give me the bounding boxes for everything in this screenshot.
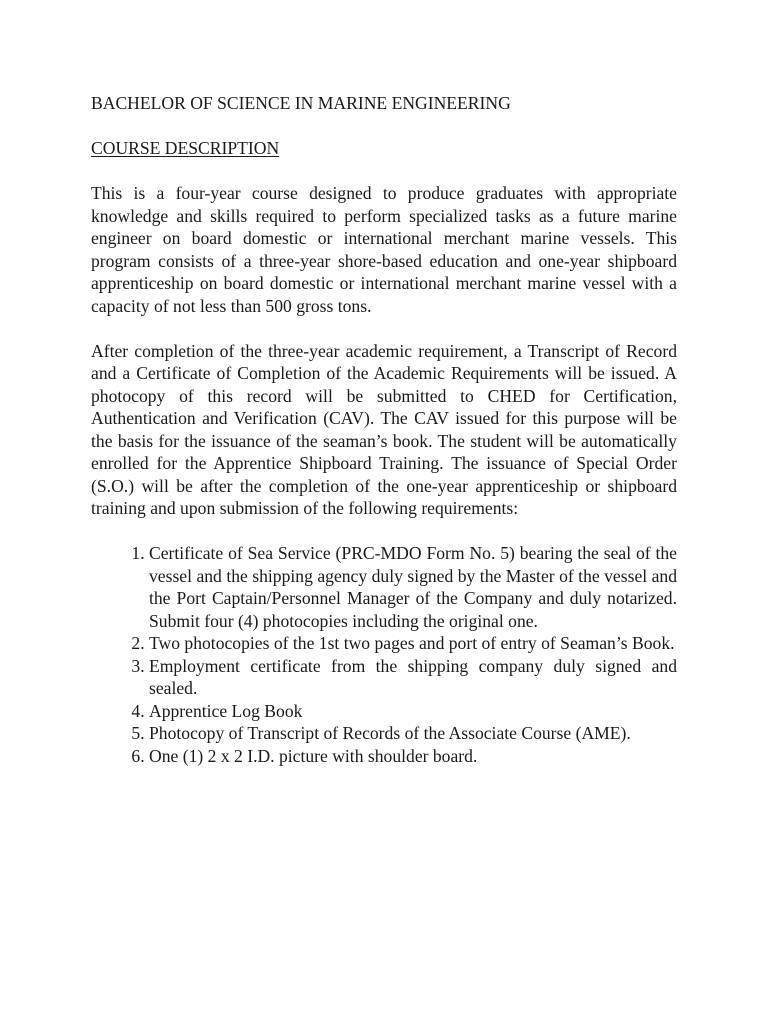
requirement-item-1: 1. Certificate of Sea Service (PRC-MDO Form No. 5) bearing the seal of the vessel and the shipping agency duly signed by the Master of the vessel and the Port Captain/Personnel Manager of the Company and duly notarized. Submit four (4) photocopies including the original one. (149, 542, 677, 632)
requirement-item-4: 4. Apprentice Log Book (149, 700, 677, 723)
requirements-list (91, 542, 677, 767)
requirement-item-2: 2. Two photocopies of the 1st two pages and port of entry of Seaman’s Book. (149, 632, 677, 655)
requirement-item-3: 3. Employment certificate from the shipping company duly signed and sealed. (149, 655, 677, 700)
document-title: BACHELOR OF SCIENCE IN MARINE ENGINEERING (91, 93, 511, 113)
section-heading: COURSE DESCRIPTION (91, 138, 280, 158)
document-page (91, 92, 677, 767)
requirement-item-5: 5. Photocopy of Transcript of Records of the Associate Course (AME). (149, 722, 677, 745)
course-description-paragraph: This is a four-year course designed to produce graduates with appropriate knowledge and skills required to perform specialized tasks as a future marine engineer on board domestic or international merchant marine vessels. This program consists of a three-year shore-based education and one-year shipboard apprenticeship on board domestic or international merchant marine vessel with a capacity of not less than 500 gross tons. (91, 183, 677, 316)
academic-requirement-paragraph: After completion of the three-year academic requirement, a Transcript of Record and a Certificate of Completion of the Academic Requirements will be issued. A photocopy of this record will be submitted to CHED for Certification, Authentication and Verification (CAV). The CAV issued for this purpose will be the basis for the issuance of the seaman’s book. The student will be automatically enrolled for the Apprentice Shipboard Training. The issuance of Special Order (S.O.) will be after the completion of the one-year apprenticeship or shipboard training and upon submission of the following requirements: (91, 340, 677, 518)
requirement-item-6: 6. One (1) 2 x 2 I.D. picture with shoulder board. (149, 745, 677, 768)
